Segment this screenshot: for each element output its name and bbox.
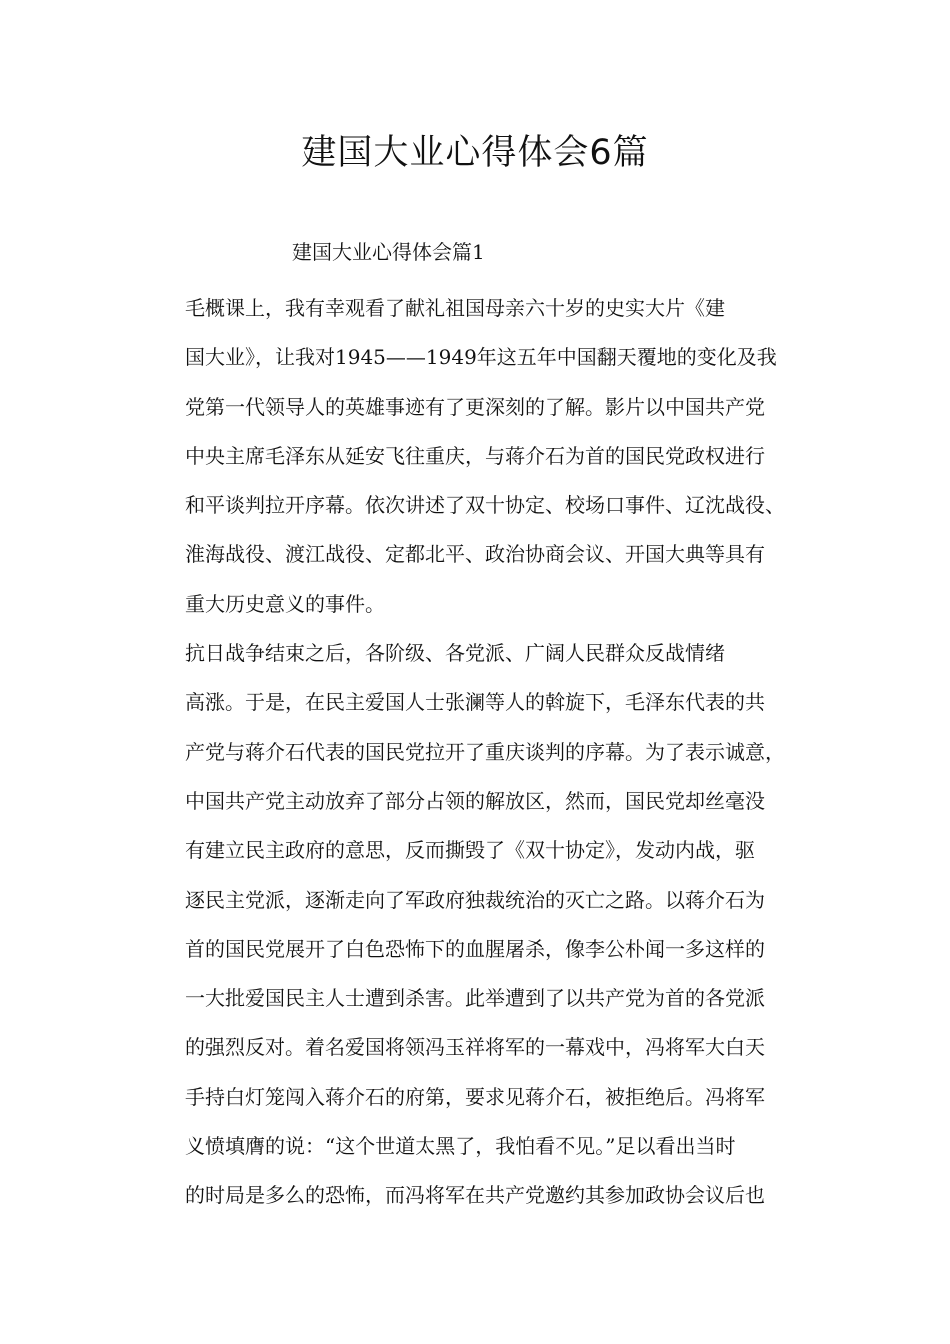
body-text <box>145 284 825 1221</box>
text-line: 手持白灯笼闯入蒋介石的府第，要求见蒋介石，被拒绝后。冯将军 <box>185 1084 765 1109</box>
text-line: 中央主席毛泽东从延安飞往重庆，与蒋介石为首的国民党政权进行 <box>185 443 765 468</box>
text-line: 的强烈反对。着名爱国将领冯玉祥将军的一幕戏中，冯将军大白天 <box>185 1035 765 1060</box>
text-line: 毛概课上，我有幸观看了献礼祖国母亲六十岁的史实大片《建 <box>185 296 725 320</box>
text-line: 党第一代领导人的英雄事迹有了更深刻的了解。影片以中国共产党 <box>185 394 765 419</box>
text-line: 高涨。于是，在民主爱国人士张澜等人的斡旋下，毛泽东代表的共 <box>185 690 765 715</box>
text-line: 国大业》，让我对1945——1949年这五年中国翻天覆地的变化及我 <box>185 345 777 370</box>
text-line: 淮海战役、渡江战役、定都北平、政治协商会议、开国大典等具有 <box>185 542 765 567</box>
paragraph <box>145 284 825 629</box>
text-line: 一大批爱国民主人士遭到杀害。此举遭到了以共产党为首的各党派 <box>185 986 765 1011</box>
text-line: 有建立民主政府的意思，反而撕毁了《双十协定》，发动内战，驱 <box>185 838 755 863</box>
text-line: 抗日战争结束之后，各阶级、各党派、广阔人民群众反战情绪 <box>185 641 725 666</box>
text-line: 中国共产党主动放弃了部分占领的解放区，然而，国民党却丝毫没 <box>185 788 765 813</box>
paragraph <box>145 629 825 1221</box>
text-line: 产党与蒋介石代表的国民党拉开了重庆谈判的序幕。为了表示诚意， <box>185 739 785 764</box>
document-title: 建国大业心得体会6篇 <box>301 133 649 173</box>
text-line: 逐民主党派，逐渐走向了军政府独裁统治的灭亡之路。以蒋介石为 <box>185 887 765 912</box>
text-line: 义愤填膺的说：“这个世道太黑了，我怕看不见。”足以看出当时 <box>185 1134 736 1159</box>
text-line: 和平谈判拉开序幕。依次讲述了双十协定、校场口事件、辽沈战役、 <box>185 493 785 518</box>
section-heading: 建国大业心得体会篇1 <box>292 240 485 264</box>
text-line: 重大历史意义的事件。 <box>185 591 385 616</box>
text-line: 首的国民党展开了白色恐怖下的血腥屠杀，像李公朴闻一多这样的 <box>185 936 765 961</box>
text-line: 的时局是多么的恐怖，而冯将军在共产党邀约其参加政协会议后也 <box>185 1183 765 1208</box>
